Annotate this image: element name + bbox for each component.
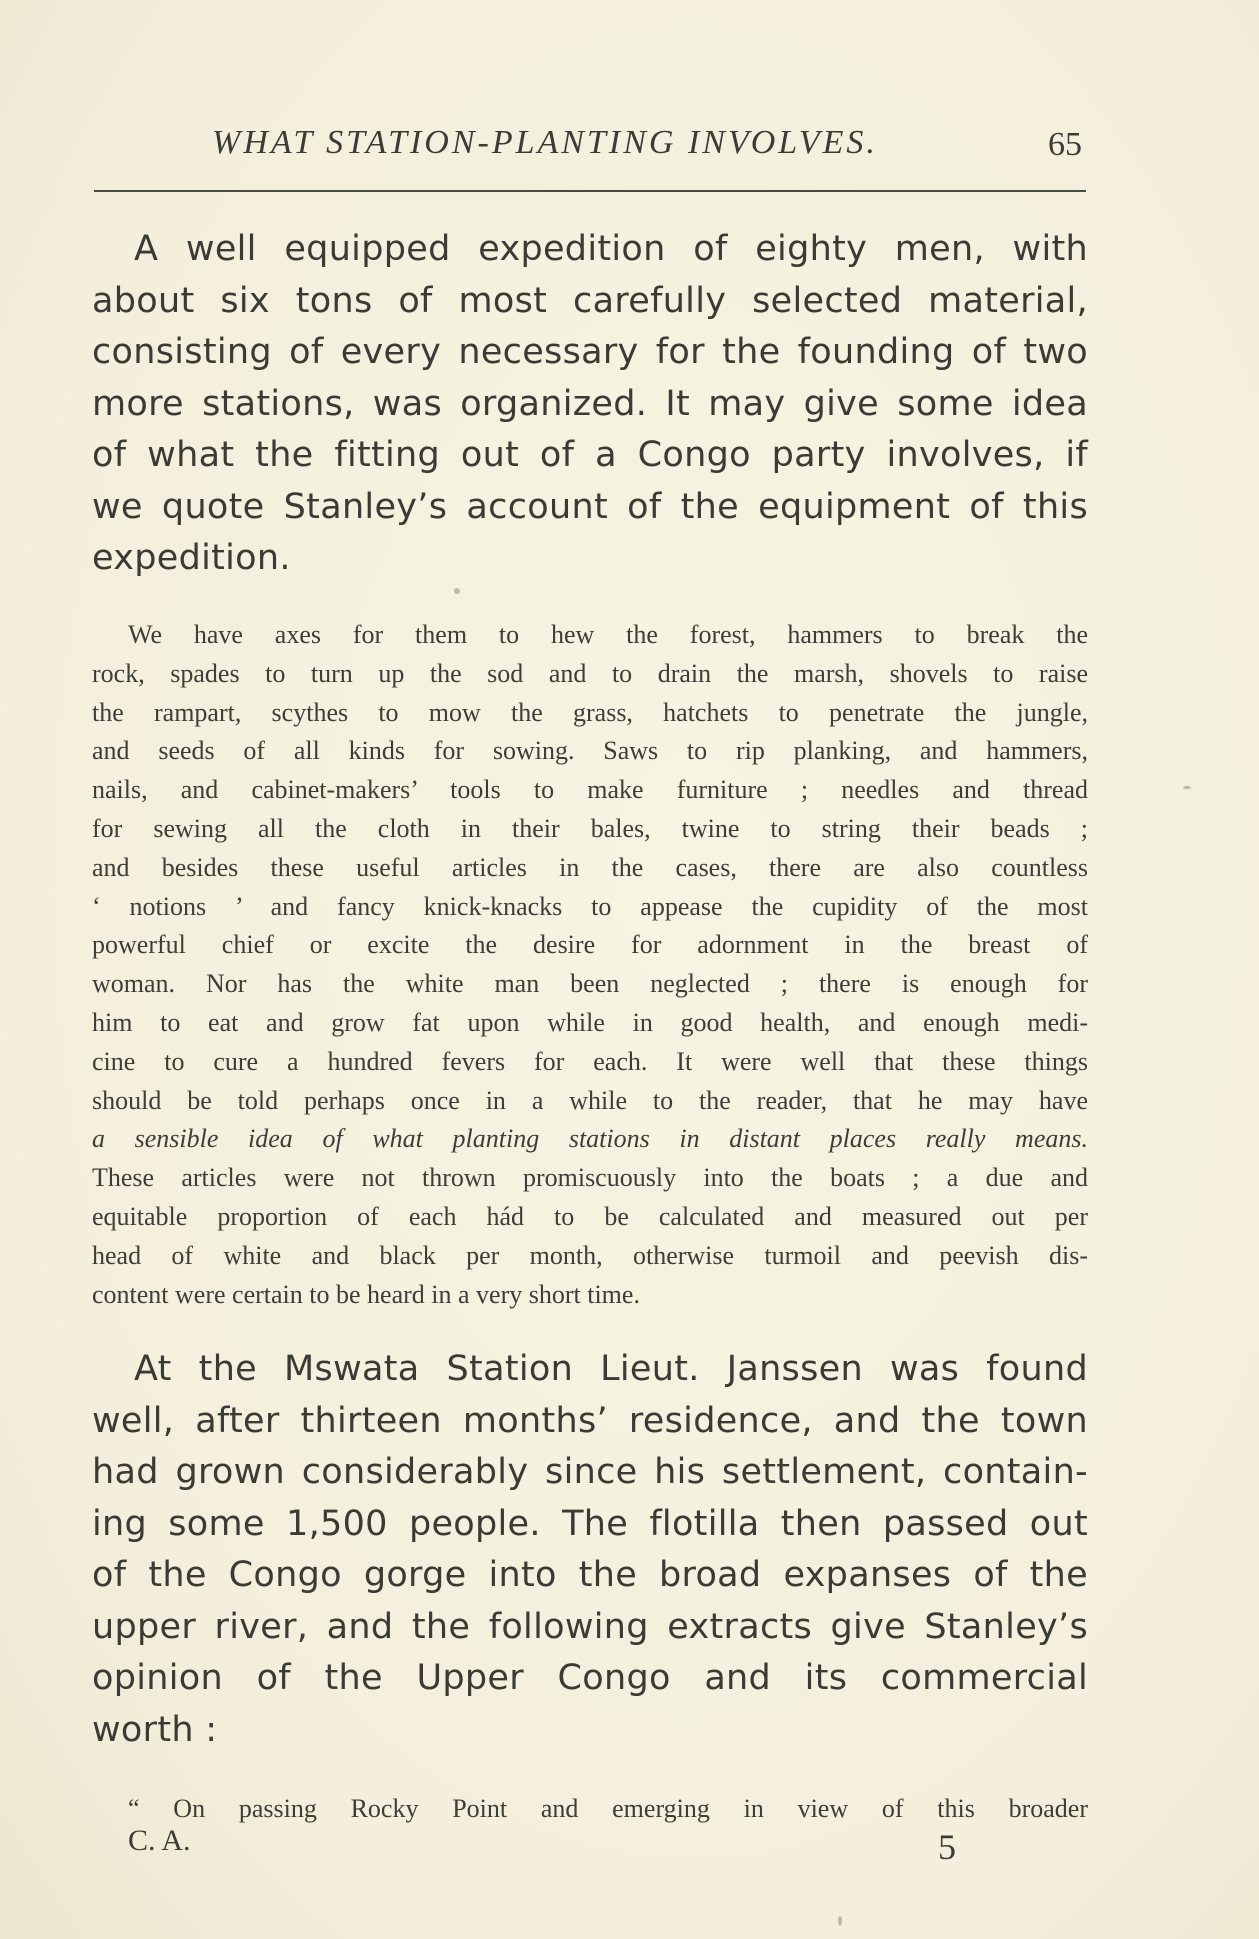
text-line: At the Mswata Station Lieut. Janssen was found [134, 1349, 1088, 1389]
quote-line: “ On passing Rocky Point and emerging in view of this broader [128, 1794, 1088, 1823]
text-line: expedition. [92, 538, 291, 578]
paper-speck [1183, 786, 1191, 789]
quoted-passage-start [92, 1790, 1088, 1829]
paper-speck [454, 588, 460, 594]
signature-mark: C. A. [128, 1824, 191, 1857]
quote-line: nails, and cabinet-makers’ tools to make furniture ; needles and thread [92, 775, 1088, 805]
quote-line: content were certain to be heard in a very short time. [92, 1279, 640, 1309]
running-header [92, 124, 1088, 172]
quote-line: woman. Nor has the white man been neglected ; there is enough for [92, 969, 1088, 999]
paragraph-mswata [92, 1344, 1088, 1756]
quote-line: powerful chief or excite the desire for adornment in the breast of [92, 930, 1088, 960]
quote-line: the rampart, scythes to mow the grass, hatchets to penetrate the jungle, [92, 697, 1088, 727]
quote-line: him to eat and grow fat upon while in good health, and enough medi- [92, 1007, 1088, 1037]
quote-line: ‘ notions ’ and fancy knick-knacks to appease the cupidity of the most [92, 891, 1088, 921]
text-line: well, after thirteen months’ residence, and the town [92, 1400, 1088, 1441]
text-line: more stations, was organized. It may give some idea [92, 383, 1088, 424]
page-number: 65 [1048, 126, 1082, 163]
text-line: had grown considerably since his settlement, contain- [92, 1452, 1088, 1492]
text-line: of what the fitting out of a Congo party involves, if [92, 435, 1088, 475]
text-line: upper river, and the following extracts give Stanley’s [92, 1606, 1088, 1647]
quote-line: equitable proportion of each hád to be calculated and measured out per [92, 1201, 1088, 1231]
quote-line: should be told perhaps once in a while to the reader, that he may have [92, 1085, 1088, 1115]
text-line: we quote Stanley’s account of the equipment of this [92, 486, 1088, 527]
text-line: A well equipped expedition of eighty men, with [134, 229, 1088, 269]
quote-line: and seeds of all kinds for sowing. Saws to rip planking, and hammers, [92, 736, 1088, 766]
running-title: WHAT STATION-PLANTING INVOLVES. [212, 124, 878, 161]
quote-line: rock, spades to turn up the sod and to drain the marsh, shovels to raise [92, 658, 1088, 688]
quote-line: We have axes for them to hew the forest, hammers to break the [128, 620, 1088, 649]
text-line: about six tons of most carefully selected material, [92, 280, 1088, 321]
quoted-passage [92, 616, 1088, 1314]
paragraph-expedition [92, 224, 1088, 585]
signature-number: 5 [938, 1827, 956, 1867]
text-line: of the Congo gorge into the broad expanses of the [92, 1555, 1088, 1595]
text-line: ing some 1,500 people. The flotilla then passed out [92, 1503, 1088, 1544]
quote-line-italic: a sensible idea of what planting stations in distant places really means. [92, 1124, 1088, 1154]
text-line: worth : [92, 1709, 218, 1750]
paper-speck [838, 1916, 842, 1926]
text-line: opinion of the Upper Congo and its commercial [92, 1658, 1088, 1698]
quote-line: These articles were not thrown promiscuously into the boats ; a due and [92, 1163, 1088, 1193]
quote-line: and besides these useful articles in the cases, there are also countless [92, 852, 1088, 882]
text-line: consisting of every necessary for the founding of two [92, 332, 1088, 372]
quote-line: cine to cure a hundred fevers for each. It were well that these things [92, 1046, 1088, 1076]
header-rule [94, 190, 1086, 192]
quote-line: head of white and black per month, otherwise turmoil and peevish dis- [92, 1240, 1088, 1270]
quote-line: for sewing all the cloth in their bales, twine to string their beads ; [92, 813, 1088, 843]
